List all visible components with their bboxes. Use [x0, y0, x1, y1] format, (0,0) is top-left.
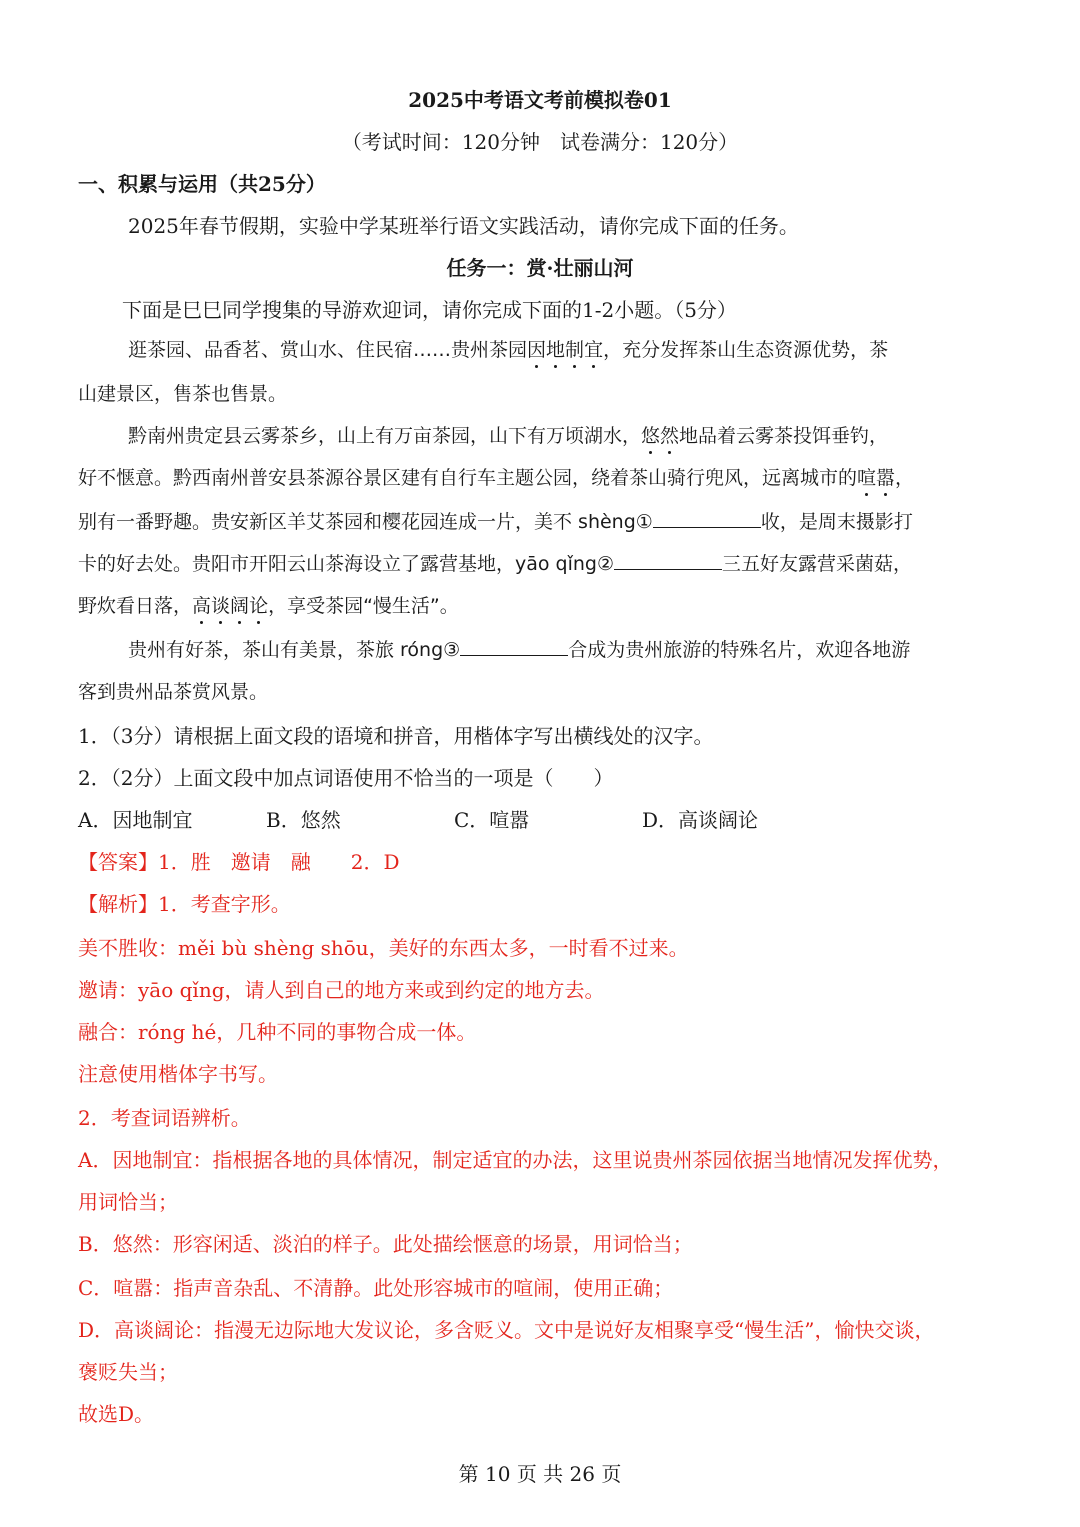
analysis-line: 美不胜收：měi bù shèng shōu，美好的东西太多，一时看不过来。 — [78, 936, 689, 960]
passage-line: 好不惬意。黔西南州普安县茶源谷景区建有自行车主题公园，绕着茶山骑行兜风，远离城市的喧嚣， — [78, 467, 915, 489]
answer-blank — [460, 637, 568, 656]
question-2: 2．（2分）上面文段中加点词语使用不恰当的一项是（ ） — [78, 766, 614, 790]
dotted-word — [857, 467, 895, 489]
passage-line: 贵州有好茶，茶山有美景，茶旅 róng③ 合成为贵州旅游的特殊名片，欢迎各地游 — [128, 639, 911, 661]
page-number: 第 10 页 共 26 页 — [458, 1462, 622, 1486]
section-heading: 一、积累与运用（共25分） — [78, 172, 326, 196]
analysis-line: 邀请：yāo qǐng，请人到自己的地方来或到约定的地方去。 — [78, 978, 605, 1002]
emphasis-char: 悠 — [641, 425, 661, 447]
option-c: C．喧嚣 — [454, 808, 530, 832]
passage-line: 客到贵州品茶赏风景。 — [78, 681, 269, 703]
emphasis-char: 高 — [192, 595, 212, 617]
passage-line: 野炊看日落，高谈阔论，享受茶园“慢生活”。 — [78, 595, 459, 617]
analysis-heading: 【解析】1．考查字形。 — [78, 892, 291, 916]
analysis-line: B．悠然：形容闲适、淡泊的样子。此处描绘惬意的场景，用词恰当； — [78, 1232, 693, 1256]
passage-line: 逛茶园、品香茗、赏山水、住民宿……贵州茶园因地制宜，充分发挥茶山生态资源优势，茶 — [128, 339, 889, 361]
passage-line: 卡的好去处。贵阳市开阳云山茶海设立了露营基地，yāo qǐng② 三五好友露营采菌菇， — [78, 553, 913, 575]
analysis-line: A．因地制宜：指根据各地的具体情况，制定适宜的办法，这里说贵州茶园依据当地情况发挥优势， — [78, 1148, 953, 1172]
analysis-line: 2．考查词语辨析。 — [78, 1106, 251, 1130]
emphasis-char: 宜 — [584, 339, 604, 361]
question-1: 1．（3分）请根据上面文段的语境和拼音，用楷体字写出横线处的汉字。 — [78, 724, 714, 748]
task-title: 任务一：赏·壮丽山河 — [446, 256, 634, 280]
passage-line: 别有一番野趣。贵安新区羊艾茶园和樱花园连成一片，美不 shèng① 收，是周末摄影打 — [78, 511, 913, 533]
emphasis-char: 喧 — [857, 467, 877, 489]
passage-line: 黔南州贵定县云雾茶乡，山上有万亩茶园，山下有万顷湖水，悠然地品着云雾茶投饵垂钓， — [128, 425, 889, 447]
option-b: B．悠然 — [266, 808, 341, 832]
emphasis-char: 阔 — [230, 595, 250, 617]
option-d: D．高谈阔论 — [642, 808, 759, 832]
emphasis-char: 制 — [565, 339, 585, 361]
option-a: A．因地制宜 — [78, 808, 193, 832]
emphasis-char: 然 — [660, 425, 680, 447]
passage-line: 山建景区，售茶也售景。 — [78, 383, 288, 405]
task-instruction: 下面是巳巳同学搜集的导游欢迎词，请你完成下面的1-2小题。（5分） — [122, 298, 737, 322]
emphasis-char: 因 — [527, 339, 547, 361]
analysis-line: C．喧嚣：指声音杂乱、不清静。此处形容城市的喧闹，使用正确； — [78, 1276, 674, 1300]
analysis-line: 用词恰当； — [78, 1190, 178, 1214]
analysis-line: 褒贬失当； — [78, 1360, 178, 1384]
analysis-line: 融合：róng hé，几种不同的事物合成一体。 — [78, 1020, 477, 1044]
analysis-line: 故选D。 — [78, 1402, 155, 1426]
dotted-word — [641, 425, 679, 447]
analysis-line: 注意使用楷体字书写。 — [78, 1062, 278, 1086]
emphasis-char: 谈 — [211, 595, 231, 617]
emphasis-char: 地 — [546, 339, 566, 361]
answer-blank — [653, 509, 761, 528]
exam-info: （考试时间：120分钟 试卷满分：120分） — [341, 130, 739, 154]
intro-text: 2025年春节假期，实验中学某班举行语文实践活动，请你完成下面的任务。 — [128, 214, 799, 238]
dotted-word — [527, 339, 603, 361]
answer-line: 【答案】1．胜 邀请 融 2．D — [78, 850, 400, 874]
analysis-line: D．高谈阔论：指漫无边际地大发议论，多含贬义。文中是说好友相聚享受“慢生活”，愉快交谈， — [78, 1318, 935, 1342]
dotted-word — [192, 595, 268, 617]
emphasis-char: 嚣 — [876, 467, 896, 489]
emphasis-char: 论 — [249, 595, 269, 617]
answer-blank — [614, 551, 722, 570]
page-title: 2025中考语文考前模拟卷01 — [408, 88, 672, 112]
